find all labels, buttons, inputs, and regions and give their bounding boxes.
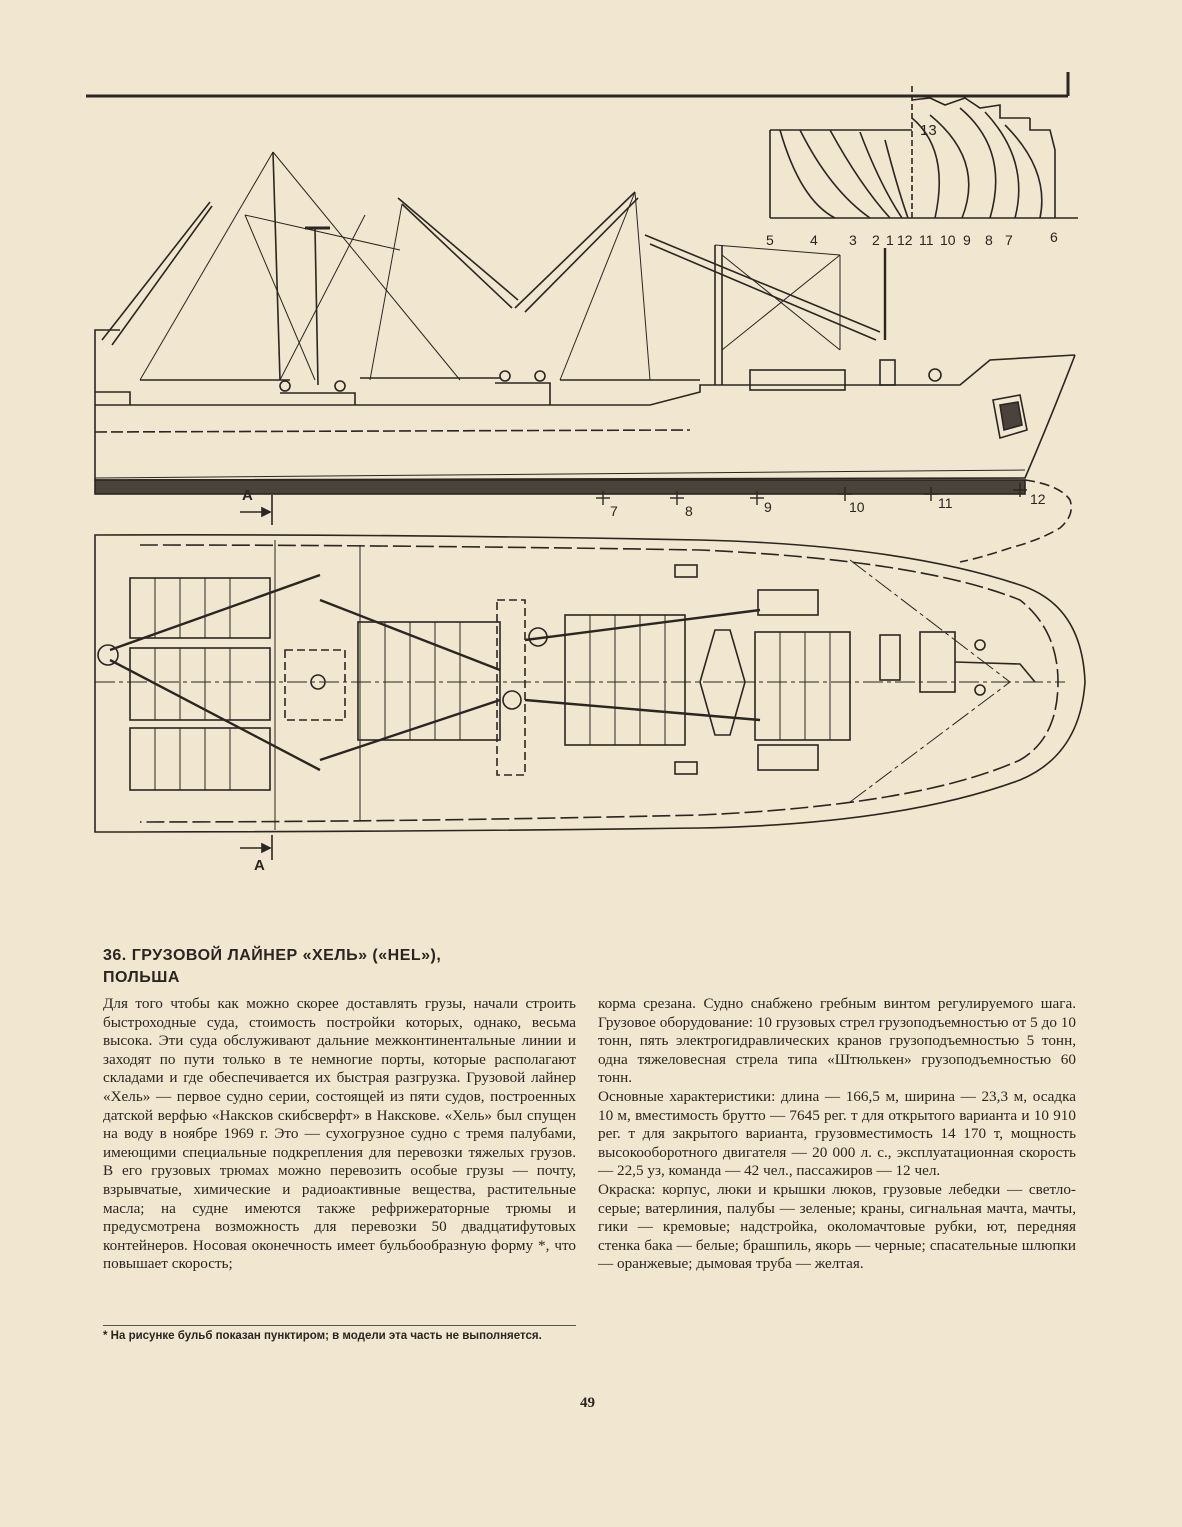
paragraph: Для того чтобы как можно скорее доставлять грузы, начали строить быстроходные суда, стоимость постройки которых, однако, весьма высока. Эти суда обслуживают дальние межконтинентальные линии и заходят по пути только в те немногие порты, которые располагают складами и где обеспечивается их быстрая разгрузка. Грузовой лайнер «Хель» — первое судно серии, состоящей из пяти судов, построенных датской верфью «Накскoв скибсверфт» в Накскове. «Хель» был спущен на воду в ноябре 1969 г. Это — сухогрузное судно с тремя палубами, имеющими специальные подкрепления для перевозки тяжелых грузов. В его грузовых трюмах можно перевозить особые грузы — почту, взрывчатые, химические и радиоактивные вещества, растительные масла; на судне имеются также рефрижераторные трюмы и предусмотрена возможность для перевозки 50 двадцатифутовых контейнеров. Носовая оконечность имеет бульбообразную форму *, что повышает скорость; — [103, 995, 576, 1273]
frame-label: 8 — [985, 232, 993, 248]
article-title-line1: 36. ГРУЗОВОЙ ЛАЙНЕР «ХЕЛЬ» («HEL»), — [103, 947, 442, 964]
frame-label: 2 — [872, 232, 880, 248]
frame-label: 5 — [766, 232, 774, 248]
footnote: * На рисунке бульб показан пунктиром; в модели эта часть не выполняется. — [103, 1325, 576, 1344]
station-label: 10 — [849, 499, 865, 515]
paragraph: корма срезана. Судно снабжено гребным винтом регулируемого шага. Грузовое оборудование: 10 грузовых стрел грузоподъемностью от 5 до 10 тонн, пять электрогидравлических кранов грузоподъемностью 5 тонн, одна тяжеловесная стрела типа «Штюлькен» грузоподъемностью 60 тонн. — [598, 995, 1076, 1087]
frame-label: 12 — [897, 232, 913, 248]
paragraph: Основные характеристики: длина — 166,5 м, ширина — 23,3 м, осадка 10 м, вместимость брутто — 7645 рег. т для открытого варианта и 10 910 рег. т для закрытого варианта, грузовместимость 14 170 т, мощность высокооборотного двигателя — 20 000 л. с., эксплуатационная скорость — 22,5 уз, команда — 42 чел., пассажиров — 12 чел. — [598, 1087, 1076, 1180]
frame-label: 11 — [919, 232, 934, 248]
article-title-line2: ПОЛЬША — [103, 969, 180, 986]
station-label: 11 — [938, 495, 953, 511]
station-labels — [610, 491, 1046, 519]
station-label: 7 — [610, 503, 618, 519]
body-plan — [770, 86, 1078, 218]
section-label-top: A — [242, 487, 253, 504]
paragraph: Окраска: корпус, люки и крышки люков, грузовые лебедки — светло-серые; ватерлиния, палубы — зеленые; краны, сигнальная мачта, мачты, гики — кремовые; надстройка, околомачтовые рубки, ют, передняя стенка бака — белые; брашпиль, якорь — черные; спасательные шлюпки — оранжевые; дымовая труба — желтая. — [598, 1180, 1076, 1273]
frame-label: 4 — [810, 232, 818, 248]
section-label-bottom: A — [254, 857, 265, 874]
plan-view — [95, 495, 1085, 860]
frame-label: 1 — [886, 232, 894, 248]
article-title — [103, 945, 573, 989]
frame-label: 10 — [940, 232, 956, 248]
station-label: 8 — [685, 503, 693, 519]
frame-13-label: 13 — [920, 122, 937, 139]
frame-label: 7 — [1005, 232, 1013, 248]
text-column-right — [598, 995, 1076, 1274]
page-number: 49 — [580, 1395, 595, 1411]
frame-label: 6 — [1050, 229, 1058, 245]
frame-label: 9 — [963, 232, 971, 248]
station-label: 12 — [1030, 491, 1046, 507]
text-column-left — [103, 995, 576, 1274]
station-label: 9 — [764, 499, 772, 515]
frame-label: 3 — [849, 232, 857, 248]
body-plan-frame-labels — [766, 229, 1058, 248]
